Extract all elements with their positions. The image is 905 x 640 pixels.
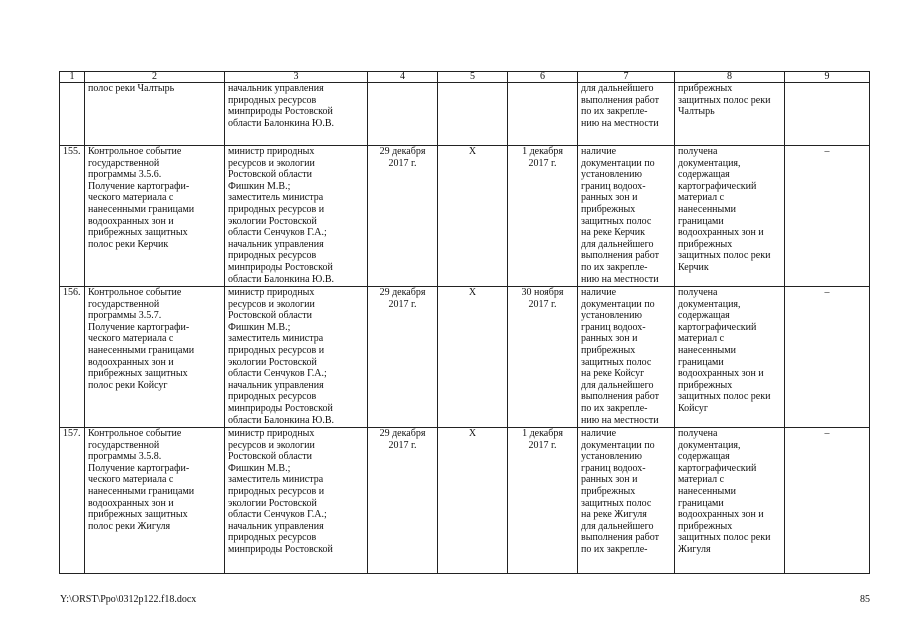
result-cell: наличие документации по установлению границ водоох- ранных зон и прибрежных защитных полос на реке Керчик для дальнейшего выполнения работ по их закрепле- нию на местности bbox=[578, 146, 675, 287]
row-number: 156. bbox=[60, 287, 85, 428]
fact-date-cell bbox=[508, 83, 578, 146]
event-cell: Контрольное событие государственной программы 3.5.8. Получение картографи- ческого материала с нанесенными границами водоохранных зон и прибрежных защитных полос реки Жигуля bbox=[85, 428, 225, 574]
col9-cell: – bbox=[785, 287, 870, 428]
plan-date-cell: 29 декабря 2017 г. bbox=[368, 146, 438, 287]
col5-cell: Х bbox=[438, 146, 508, 287]
event-cell: полос реки Чалтырь bbox=[85, 83, 225, 146]
responsible-cell: министр природных ресурсов и экологии Ростовской области Фишкин М.В.; заместитель министра природных ресурсов и экологии Ростовской области Сенчуков Г.А.; начальник управления природных ресурсов минприроды Ростовской bbox=[225, 428, 368, 574]
responsible-cell: министр природных ресурсов и экологии Ростовской области Фишкин М.В.; заместитель министра природных ресурсов и экологии Ростовской области Сенчуков Г.А.; начальник управления природных ресурсов минприроды Ростовской области Балонкина Ю.В. bbox=[225, 287, 368, 428]
table-row bbox=[60, 287, 870, 428]
col-header-2: 2 bbox=[85, 72, 225, 83]
col-header-4: 4 bbox=[368, 72, 438, 83]
document-cell: прибрежных защитных полос реки Чалтырь bbox=[675, 83, 785, 146]
col-header-7: 7 bbox=[578, 72, 675, 83]
document-cell: получена документация, содержащая картографический материал с нанесенными границами водоохранных зон и прибрежных защитных полос реки Койсуг bbox=[675, 287, 785, 428]
col9-cell: – bbox=[785, 428, 870, 574]
result-cell: наличие документации по установлению границ водоох- ранных зон и прибрежных защитных полос на реке Койсуг для дальнейшего выполнения работ по их закрепле- нию на местности bbox=[578, 287, 675, 428]
col5-cell: Х bbox=[438, 428, 508, 574]
result-cell: наличие документации по установлению границ водоох- ранных зон и прибрежных защитных полос на реке Жигуля для дальнейшего выполнения работ по их закрепле- bbox=[578, 428, 675, 574]
document-cell: получена документация, содержащая картографический материал с нанесенными границами водоохранных зон и прибрежных защитных полос реки Керчик bbox=[675, 146, 785, 287]
col9-cell bbox=[785, 83, 870, 146]
fact-date-cell: 1 декабря 2017 г. bbox=[508, 428, 578, 574]
responsible-cell: начальник управления природных ресурсов минприроды Ростовской области Балонкина Ю.В. bbox=[225, 83, 368, 146]
col-header-6: 6 bbox=[508, 72, 578, 83]
row-number: 157. bbox=[60, 428, 85, 574]
plan-table bbox=[59, 71, 870, 574]
row-number: 155. bbox=[60, 146, 85, 287]
col-header-3: 3 bbox=[225, 72, 368, 83]
event-cell: Контрольное событие государственной программы 3.5.7. Получение картографи- ческого материала с нанесенными границами водоохранных зон и прибрежных защитных полос реки Койсуг bbox=[85, 287, 225, 428]
responsible-cell: министр природных ресурсов и экологии Ростовской области Фишкин М.В.; заместитель министра природных ресурсов и экологии Ростовской области Сенчуков Г.А.; начальник управления природных ресурсов минприроды Ростовской области Балонкина Ю.В. bbox=[225, 146, 368, 287]
plan-date-cell: 29 декабря 2017 г. bbox=[368, 428, 438, 574]
table-row bbox=[60, 146, 870, 287]
event-cell: Контрольное событие государственной программы 3.5.6. Получение картографи- ческого материала с нанесенными границами водоохранных зон и прибрежных защитных полос реки Керчик bbox=[85, 146, 225, 287]
table-row bbox=[60, 83, 870, 146]
col-header-8: 8 bbox=[675, 72, 785, 83]
fact-date-cell: 1 декабря 2017 г. bbox=[508, 146, 578, 287]
row-number bbox=[60, 83, 85, 146]
col-header-9: 9 bbox=[785, 72, 870, 83]
footer-page-number: 85 bbox=[860, 594, 870, 605]
col-header-1: 1 bbox=[60, 72, 85, 83]
col-header-5: 5 bbox=[438, 72, 508, 83]
column-number-row bbox=[60, 72, 870, 83]
col5-cell: Х bbox=[438, 287, 508, 428]
plan-date-cell: 29 декабря 2017 г. bbox=[368, 287, 438, 428]
footer-file-path: Y:\ORST\Ppo\0312p122.f18.docx bbox=[60, 594, 197, 605]
fact-date-cell: 30 ноября 2017 г. bbox=[508, 287, 578, 428]
result-cell: для дальнейшего выполнения работ по их закрепле- нию на местности bbox=[578, 83, 675, 146]
col5-cell bbox=[438, 83, 508, 146]
table-row bbox=[60, 428, 870, 574]
document-cell: получена документация, содержащая картографический материал с нанесенными границами водоохранных зон и прибрежных защитных полос реки Жигуля bbox=[675, 428, 785, 574]
plan-date-cell bbox=[368, 83, 438, 146]
col9-cell: – bbox=[785, 146, 870, 287]
